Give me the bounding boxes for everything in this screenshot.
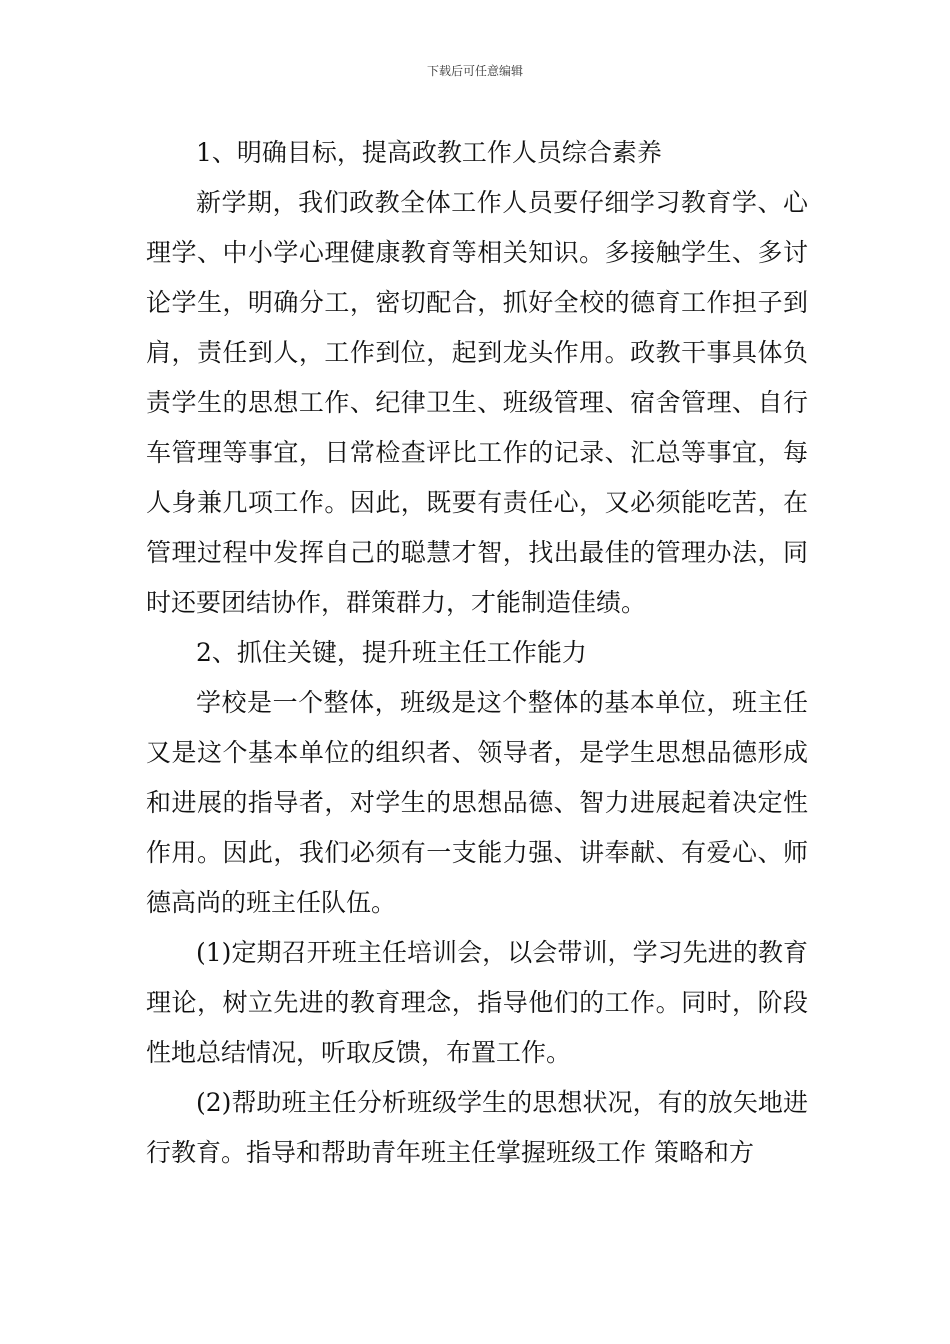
document-body <box>146 128 808 1178</box>
list-item: (2)帮助班主任分析班级学生的思想状况，有的放矢地进行教育。指导和帮助青年班主任掌握班级工作 策略和方 <box>146 1088 808 1167</box>
list-item: (1)定期召开班主任培训会，以会带训，学习先进的教育理论，树立先进的教育理念，指导他们的工作。同时，阶段性地总结情况，听取反馈，布置工作。 <box>146 938 808 1067</box>
paragraph: 学校是一个整体，班级是这个整体的基本单位，班主任又是这个基本单位的组织者、领导者，是学生思想品德形成和进展的指导者，对学生的思想品德、智力进展起着决定性作用。因此，我们必须有一支能力强、讲奉献、有爱心、师德高尚的班主任队伍。 <box>146 688 808 917</box>
section-heading-1: 1、明确目标，提高政教工作人员综合素养 <box>196 138 662 167</box>
paragraph: 新学期，我们政教全体工作人员要仔细学习教育学、心理学、中小学心理健康教育等相关知识。多接触学生、多讨论学生，明确分工，密切配合，抓好全校的德育工作担子到肩，责任到人，工作到位，起到龙头作用。政教干事具体负责学生的思想工作、纪律卫生、班级管理、宿舍管理、自行车管理等事宜，日常检查评比工作的记录、汇总等事宜，每人身兼几项工作。因此，既要有责任心，又必须能吃苦，在管理过程中发挥自己的聪慧才智，找出最佳的管理办法，同时还要团结协作，群策群力，才能制造佳绩。 <box>146 188 808 617</box>
page-header: 下载后可任意编辑 <box>426 64 523 78</box>
section-heading-2: 2、抓住关键，提升班主任工作能力 <box>196 638 587 667</box>
